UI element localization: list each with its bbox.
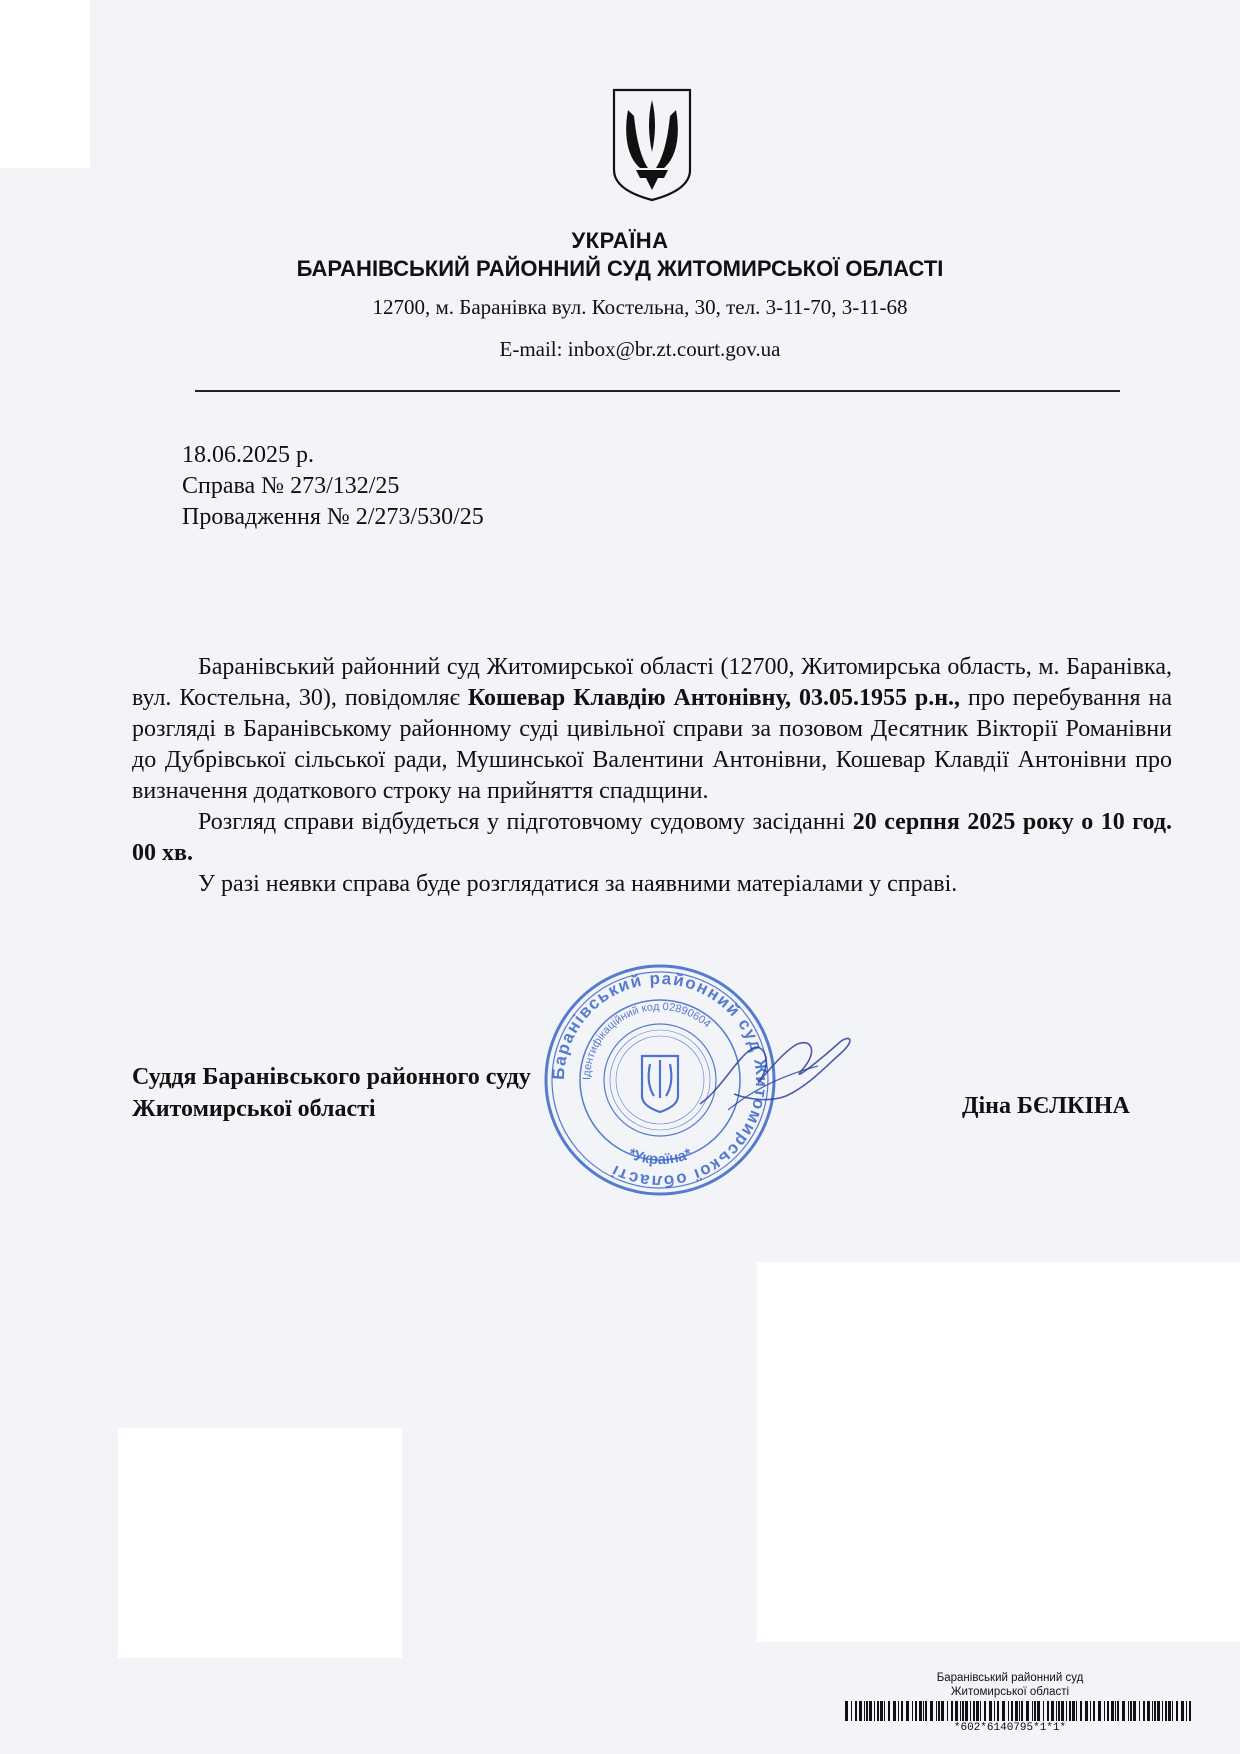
barcode-bar <box>970 1701 971 1721</box>
barcode-bar <box>915 1701 917 1721</box>
barcode-bar <box>1058 1701 1060 1721</box>
barcode-bar <box>1056 1701 1057 1721</box>
notice-body <box>132 652 1172 900</box>
judge-title-line-1: Суддя Баранівського районного суду <box>132 1064 531 1090</box>
barcode-bar <box>1128 1701 1129 1721</box>
notice-paragraph-2 <box>132 807 1172 869</box>
barcode-bar <box>893 1701 896 1721</box>
judge-title-line-2: Житомирської області <box>132 1096 376 1122</box>
barcode-bar <box>1072 1701 1075 1721</box>
barcode-bar <box>866 1701 868 1721</box>
barcode-bar <box>938 1701 940 1721</box>
barcode-bar <box>1019 1701 1020 1721</box>
barcode-bar <box>994 1701 995 1721</box>
barcode-bar <box>1066 1701 1067 1721</box>
barcode-bar <box>1181 1701 1184 1721</box>
barcode-bar <box>1032 1701 1033 1721</box>
document-date: 18.06.2025 р. <box>182 442 314 468</box>
header-divider <box>195 390 1120 392</box>
registration-label-line-1: Баранівський районний суд <box>936 1672 1084 1684</box>
registration-label <box>880 1671 1140 1699</box>
barcode-bar <box>1098 1701 1101 1721</box>
p2-bold-hearing-date: 20 серпня 2025 року о 10 год. 00 хв. <box>132 809 1173 866</box>
barcode-bar <box>1172 1701 1173 1721</box>
barcode-bar <box>1090 1701 1091 1721</box>
barcode-bar <box>906 1701 909 1721</box>
barcode-bar <box>923 1701 924 1721</box>
barcode-bar <box>1069 1701 1071 1721</box>
p1-text: Баранівський районний суд Житомирської області (12700, Житомирська область, м. Баранівка, вул. Костельна, 30), повідомляє <box>132 654 1172 711</box>
reference-block <box>182 440 484 533</box>
barcode-bar <box>1080 1701 1082 1721</box>
registration-code: *602*6140795*1*1* <box>953 1722 1067 1734</box>
barcode-bar <box>960 1701 961 1721</box>
barcode-bar <box>1076 1701 1077 1721</box>
barcode-bar <box>1147 1701 1150 1721</box>
stamp-ring-text: Баранівський районний суд Житомирської області <box>548 968 772 1192</box>
barcode-bar <box>976 1701 979 1721</box>
barcode-bar <box>1139 1701 1140 1721</box>
whiteout-right-middle <box>757 1262 1240 1642</box>
barcode-bar <box>919 1701 922 1721</box>
barcode-bar <box>912 1701 913 1721</box>
header-court-name: БАРАНІВСЬКИЙ РАЙОННИЙ СУД ЖИТОМИРСЬКОЇ ОБЛАСТІ <box>296 256 944 281</box>
barcode-bar <box>947 1701 948 1721</box>
stamp-trident-icon <box>642 1056 678 1112</box>
handwritten-signature <box>690 1020 860 1120</box>
stamp-bottom-text: *Україна* <box>625 1145 695 1169</box>
barcode-bar <box>1015 1701 1018 1721</box>
barcode-bar <box>898 1701 899 1721</box>
barcode-bar <box>941 1701 944 1721</box>
barcode-bar <box>1186 1701 1187 1721</box>
p1-text-tail: про перебування на розгляді в Баранівському районному суді цивільної справи за позовом Десятник Вікторії Романівни до Дубрівської сільської ради, Мушинської Валентини Антонівни, Кошевар Клавдії Антонівни про визначення додаткового строку на прийняття спадщини. <box>132 685 1172 804</box>
header-email: E-mail: inbox@br.zt.court.gov.ua <box>499 337 781 361</box>
header-country: УКРАЇНА <box>571 228 669 253</box>
barcode-bar <box>973 1701 975 1721</box>
barcode-bar <box>1085 1701 1088 1721</box>
barcode-bar <box>1047 1701 1049 1721</box>
barcode-bar <box>855 1701 857 1721</box>
barcode-bar <box>1115 1701 1116 1721</box>
p2-text: Розгляд справи відбудеться у підготовчому судовому засіданні <box>198 809 853 835</box>
barcode-bar <box>1143 1701 1145 1721</box>
barcode-bar <box>997 1701 999 1721</box>
judge-title <box>132 1061 531 1125</box>
barcode-bar <box>1152 1701 1153 1721</box>
notice-paragraph-1 <box>132 652 1172 807</box>
barcode-bar <box>851 1701 852 1721</box>
barcode-bar <box>1176 1701 1178 1721</box>
header-address: 12700, м. Баранівка вул. Костельна, 30, тел. 3-11-70, 3-11-68 <box>372 295 908 319</box>
barcode-bar <box>1130 1701 1132 1721</box>
barcode-bar <box>1061 1701 1064 1721</box>
barcode-bar <box>1104 1701 1105 1721</box>
barcode-bar <box>930 1701 933 1721</box>
barcode-bar <box>869 1701 872 1721</box>
case-number: Справа № 273/132/25 <box>182 473 400 499</box>
barcode-bar <box>1002 1701 1005 1721</box>
barcode-bar <box>1026 1701 1029 1721</box>
barcode-bar <box>1122 1701 1125 1721</box>
registration-label-line-2: Житомирської області <box>950 1686 1070 1698</box>
barcode-bar <box>1154 1701 1156 1721</box>
barcode-bar <box>845 1701 848 1721</box>
barcode-bar <box>888 1701 890 1721</box>
barcode-bar <box>980 1701 981 1721</box>
barcode-bar <box>1165 1701 1167 1721</box>
barcode-bar <box>1157 1701 1160 1721</box>
barcode-bar <box>1162 1701 1163 1721</box>
barcode-bar <box>1133 1701 1136 1721</box>
registration-barcode <box>845 1701 1195 1721</box>
barcode-bar <box>1011 1701 1013 1721</box>
barcode-bar <box>925 1701 927 1721</box>
barcode-bar <box>864 1701 865 1721</box>
barcode-bar <box>859 1701 862 1721</box>
barcode-bar <box>1093 1701 1095 1721</box>
notice-paragraph-3: У разі неявки справа буде розглядатися за наявними матеріалами у справі. <box>198 871 958 897</box>
barcode-bar <box>984 1701 986 1721</box>
judge-name: Діна БЄЛКІНА <box>962 1093 1130 1119</box>
barcode-bar <box>989 1701 992 1721</box>
barcode-bar <box>901 1701 903 1721</box>
barcode-bar <box>1189 1701 1191 1721</box>
barcode-bar <box>1008 1701 1009 1721</box>
barcode-bar <box>880 1701 883 1721</box>
proceeding-number: Провадження № 2/273/530/25 <box>182 504 484 530</box>
barcode-bar <box>1107 1701 1109 1721</box>
barcode-bar <box>1117 1701 1119 1721</box>
barcode-bar <box>936 1701 937 1721</box>
p1-bold-recipient: Кошевар Клавдію Антонівну, 03.05.1955 р.н., <box>467 685 961 711</box>
barcode-bar <box>1021 1701 1023 1721</box>
barcode-bar <box>874 1701 875 1721</box>
barcode-bar <box>1168 1701 1171 1721</box>
barcode-bar <box>1043 1701 1044 1721</box>
barcode-bar <box>1051 1701 1054 1721</box>
barcode-bar <box>884 1701 885 1721</box>
barcode-bar <box>1034 1701 1036 1721</box>
barcode-bar <box>877 1701 879 1721</box>
coat-of-arms-icon <box>610 86 694 204</box>
barcode-bar <box>962 1701 964 1721</box>
whiteout-left-bottom <box>118 1428 402 1658</box>
barcode-bar <box>965 1701 968 1721</box>
whiteout-top-left <box>0 0 90 168</box>
barcode-bar <box>951 1701 953 1721</box>
svg-text:*Україна* <box>626 1145 694 1168</box>
stamp-inner-text: Ідентифікаційний код 02890604 <box>580 1000 713 1081</box>
barcode-bar <box>955 1701 958 1721</box>
barcode-bar <box>1111 1701 1114 1721</box>
barcode-bar <box>1037 1701 1040 1721</box>
